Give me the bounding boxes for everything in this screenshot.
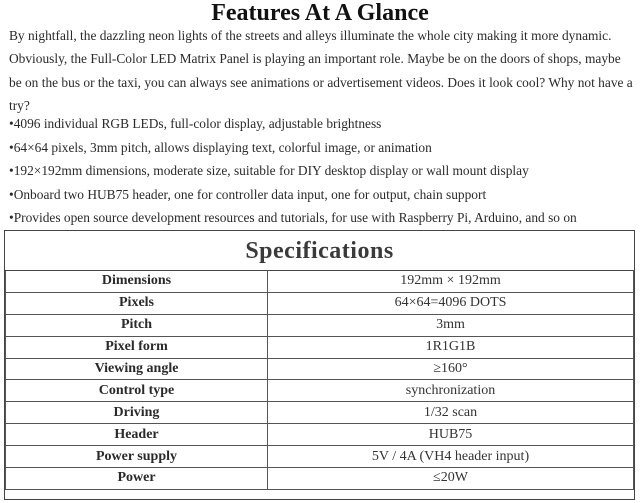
feature-list xyxy=(9,112,633,230)
spec-value-pixel-form: 1R1G1B xyxy=(268,336,634,358)
spec-label-pixel-form: Pixel form xyxy=(6,336,268,358)
feature-item: •Onboard two HUB75 header, one for controller data input, one for output, chain support xyxy=(9,186,487,202)
spec-label-viewing-angle: Viewing angle xyxy=(6,358,268,380)
spec-label-control-type: Control type xyxy=(6,380,268,402)
table-row xyxy=(6,271,634,293)
spec-label-dimensions: Dimensions xyxy=(6,271,268,293)
spec-value-viewing-angle: ≥160° xyxy=(268,358,634,380)
spec-value-power: ≤20W xyxy=(268,468,634,490)
feature-item: •192×192mm dimensions, moderate size, suitable for DIY desktop display or wall mount display xyxy=(9,163,529,179)
table-row xyxy=(6,446,634,468)
spec-label-power: Power xyxy=(6,468,268,490)
spec-label-pixels: Pixels xyxy=(6,292,268,314)
intro-paragraph: By nightfall, the dazzling neon lights of the streets and alleys illuminate the whole city making it more dynamic. Obviously, the Full-Color LED Matrix Panel is playing an important role. Maybe be on the doors of shops, maybe be on the bus or the taxi, you can always see animations or advertisement videos. Does it look cool? Why not have a try? xyxy=(9,28,633,113)
spec-value-control-type: synchronization xyxy=(268,380,634,402)
spec-label-driving: Driving xyxy=(6,402,268,424)
spec-value-pitch: 3mm xyxy=(268,314,634,336)
table-row xyxy=(6,402,634,424)
table-row xyxy=(6,358,634,380)
table-row xyxy=(6,468,634,490)
spec-label-pitch: Pitch xyxy=(6,314,268,336)
spec-value-driving: 1/32 scan xyxy=(268,402,634,424)
spec-label-header: Header xyxy=(6,424,268,446)
feature-item: •Provides open source development resources and tutorials, for use with Raspberry Pi, Arduino, and so on xyxy=(9,210,577,226)
table-row xyxy=(6,314,634,336)
table-row xyxy=(6,380,634,402)
table-row xyxy=(6,424,634,446)
table-row xyxy=(6,336,634,358)
specifications-panel xyxy=(4,230,635,500)
spec-value-pixels: 64×64=4096 DOTS xyxy=(268,292,634,314)
feature-item: •4096 individual RGB LEDs, full-color display, adjustable brightness xyxy=(9,116,382,131)
specifications-title: Specifications xyxy=(245,238,394,264)
spec-value-header: HUB75 xyxy=(268,424,634,446)
table-row xyxy=(6,292,634,314)
specifications-table xyxy=(5,270,634,490)
page-title: Features At A Glance xyxy=(211,0,429,26)
spec-label-power-supply: Power supply xyxy=(6,446,268,468)
spec-value-power-supply: 5V / 4A (VH4 header input) xyxy=(268,446,634,468)
spec-value-dimensions: 192mm × 192mm xyxy=(268,271,634,293)
feature-item: •64×64 pixels, 3mm pitch, allows displaying text, colorful image, or animation xyxy=(9,139,432,155)
